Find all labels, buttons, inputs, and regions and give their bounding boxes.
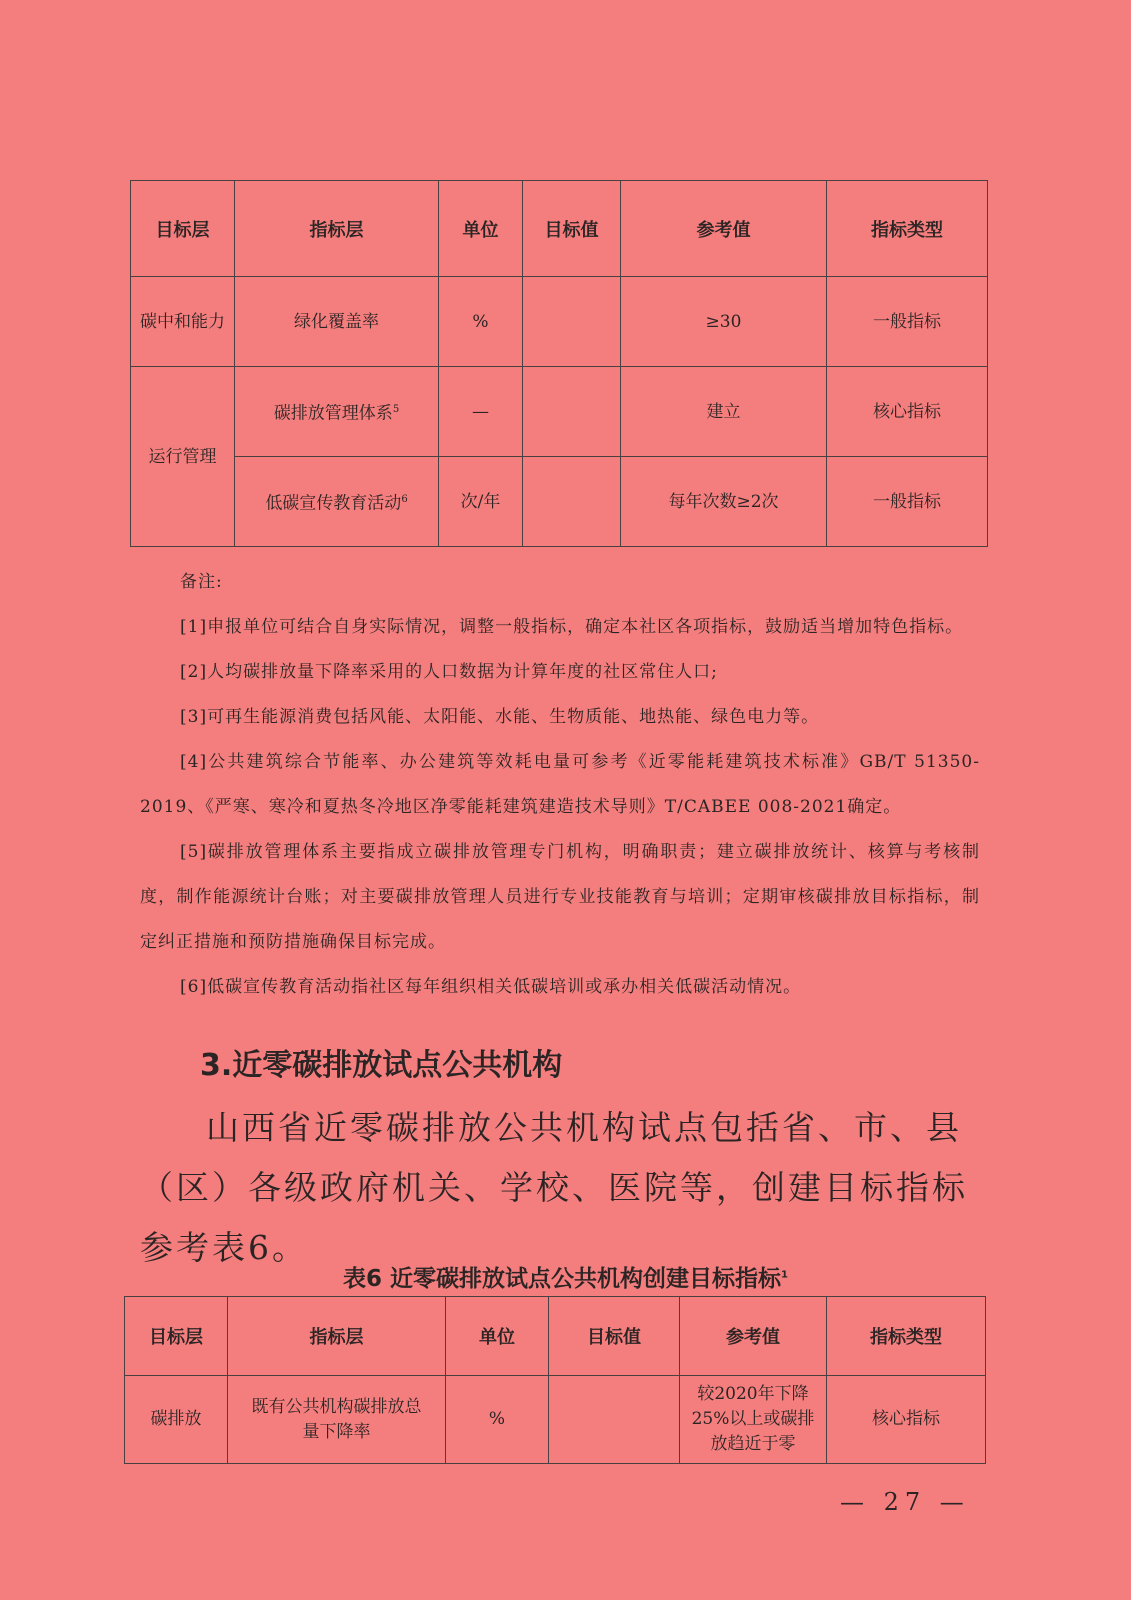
note-item: [6]低碳宣传教育活动指社区每年组织相关低碳培训或承办相关低碳活动情况。 [180, 977, 802, 997]
header-reference-value: 参考值 [621, 181, 827, 277]
paragraph-text: 山西省近零碳排放公共机构试点包括省、市、县（区）各级政府机关、学校、医院等，创建目标指标参考表6。 [140, 1108, 968, 1267]
cell-reference-value: 建立 [621, 367, 827, 457]
cell-target-layer: 碳排放 [125, 1376, 228, 1464]
caption-text: 表6 近零碳排放试点公共机构创建目标指标 [343, 1266, 782, 1292]
header-target-value: 目标值 [549, 1297, 680, 1376]
note-item: [3]可再生能源消费包括风能、太阳能、水能、生物质能、地热能、绿色电力等。 [180, 707, 820, 727]
indicator-table-public-institution [124, 1296, 986, 1464]
header-reference-value: 参考值 [680, 1297, 827, 1376]
cell-indicator [235, 457, 439, 547]
header-target-layer: 目标层 [131, 181, 235, 277]
table-header-row [125, 1297, 986, 1376]
notes-section [140, 560, 980, 1010]
table-caption [0, 1260, 1131, 1293]
table-row [131, 367, 988, 457]
header-indicator-type: 指标类型 [827, 181, 988, 277]
cell-target-value [523, 457, 621, 547]
cell-indicator-type: 一般指标 [827, 277, 988, 367]
header-target-value: 目标值 [523, 181, 621, 277]
header-unit: 单位 [446, 1297, 549, 1376]
cell-reference-value: 每年次数≥2次 [621, 457, 827, 547]
header-target-layer: 目标层 [125, 1297, 228, 1376]
note-item: [1]申报单位可结合自身实际情况，调整一般指标，确定本社区各项指标，鼓励适当增加特色指标。 [180, 617, 964, 637]
header-indicator-layer: 指标层 [235, 181, 439, 277]
cell-target-value [523, 277, 621, 367]
note-item: [5]碳排放管理体系主要指成立碳排放管理专门机构，明确职责；建立碳排放统计、核算与考核制度，制作能源统计台账；对主要碳排放管理人员进行专业技能教育与培训；定期审核碳排放目标指标，制定纠正措施和预防措施确保目标完成。 [140, 842, 980, 952]
indicator-text: 碳排放管理体系 [273, 403, 393, 424]
cell-unit: % [446, 1376, 549, 1464]
cell-target-layer: 运行管理 [131, 367, 235, 547]
table-row [131, 457, 988, 547]
section-heading: 3.近零碳排放试点公共机构 [200, 1048, 563, 1083]
cell-target-value [549, 1376, 680, 1464]
cell-unit: 次/年 [439, 457, 523, 547]
notes-title: 备注: [180, 572, 223, 592]
cell-unit: % [439, 277, 523, 367]
cell-indicator-type: 核心指标 [827, 1376, 986, 1464]
footnote-ref: 1 [781, 1269, 788, 1281]
cell-reference-value: ≥30 [621, 277, 827, 367]
indicator-table-community [130, 180, 988, 547]
header-unit: 单位 [439, 181, 523, 277]
header-indicator-layer: 指标层 [228, 1297, 446, 1376]
cell-reference-value: 较2020年下降25%以上或碳排放趋近于零 [680, 1376, 827, 1464]
cell-indicator: 绿化覆盖率 [235, 277, 439, 367]
indicator-text: 低碳宣传教育活动 [265, 493, 402, 514]
cell-target-layer: 碳中和能力 [131, 277, 235, 367]
table-row [131, 277, 988, 367]
cell-unit: — [439, 367, 523, 457]
cell-indicator-type: 核心指标 [827, 367, 988, 457]
footnote-ref: 6 [401, 493, 408, 505]
note-item: [4]公共建筑综合节能率、办公建筑等效耗电量可参考《近零能耗建筑技术标准》GB/T 51350-2019、《严寒、寒冷和夏热冬冷地区净零能耗建筑建造技术导则》T/CABEE 008-2021确定。 [140, 752, 980, 817]
cell-indicator-type: 一般指标 [827, 457, 988, 547]
cell-target-value [523, 367, 621, 457]
table-row [125, 1376, 986, 1464]
cell-indicator: 既有公共机构碳排放总量下降率 [228, 1376, 446, 1464]
header-indicator-type: 指标类型 [827, 1297, 986, 1376]
cell-indicator [235, 367, 439, 457]
page-number: — 27 — [840, 1488, 970, 1516]
footnote-ref: 5 [392, 403, 400, 415]
note-item: [2]人均碳排放量下降率采用的人口数据为计算年度的社区常住人口; [180, 662, 718, 682]
table-header-row [131, 181, 988, 277]
